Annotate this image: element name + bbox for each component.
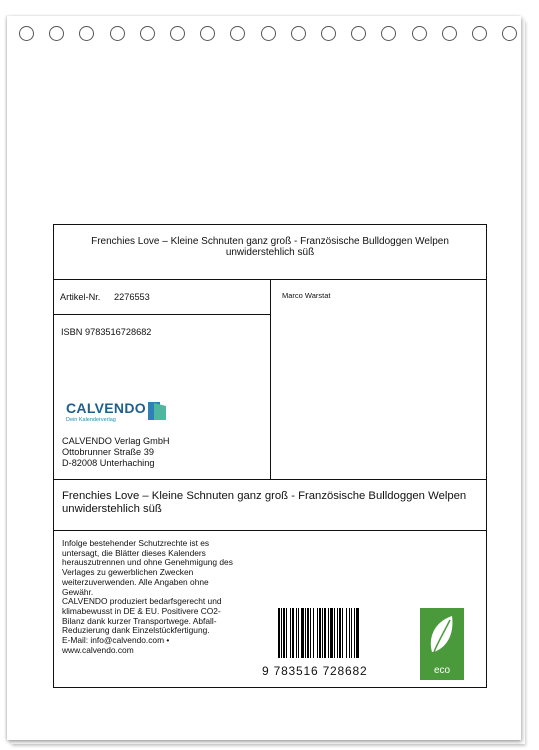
binding-ring	[110, 26, 125, 41]
barcode-bar	[281, 608, 282, 658]
legal-line: klimabewusst in DE & EU. Positivere CO2-	[62, 605, 221, 616]
publisher-street: Ottobrunner Straße 39	[62, 447, 154, 457]
legal-line: Gewähr.	[62, 586, 94, 597]
isbn: ISBN 9783516728682	[61, 327, 152, 337]
author-name: Marco Warstat	[282, 291, 331, 300]
binding-ring	[170, 26, 185, 41]
barcode-bar	[286, 608, 287, 658]
binding-ring	[230, 26, 245, 41]
barcode-bar	[298, 608, 299, 658]
barcode-bar	[301, 608, 304, 658]
barcode-digits: 9 783516 728682	[262, 664, 368, 678]
legal-line: www.calvendo.com	[62, 644, 134, 655]
barcode-bar	[283, 608, 285, 658]
calvendo-logo	[66, 400, 176, 426]
binding-ring	[19, 26, 34, 41]
barcode-bar	[307, 608, 309, 658]
legal-line: herauszutrennen und ohne Genehmigung des	[62, 557, 233, 568]
binding-ring	[351, 26, 366, 41]
barcode-bar	[292, 608, 294, 658]
barcode-bar	[330, 608, 333, 658]
logo-wordmark: CALVENDO	[66, 400, 146, 416]
legal-line: Bilanz dank kurzer Transportwege. Abfall-	[62, 615, 217, 626]
leaf-icon	[420, 608, 464, 664]
barcode-bar	[354, 608, 355, 658]
binding-ring	[200, 26, 215, 41]
author-box	[270, 279, 487, 480]
binding-ring	[381, 26, 396, 41]
barcode-bar	[328, 608, 329, 658]
barcode-bar	[310, 608, 311, 658]
binding-ring	[321, 26, 336, 41]
barcode-bar	[356, 608, 359, 658]
barcode-bar	[305, 608, 306, 658]
legal-line: weiterzuverwenden. Alle Angaben ohne	[62, 576, 209, 587]
barcode-bar	[324, 608, 326, 658]
publisher-name: CALVENDO Verlag GmbH	[62, 436, 170, 446]
calendar-title-top: Frenchies Love – Kleine Schnuten ganz groß - Französische Bulldoggen Welpen unwiderstehlich süß	[91, 236, 449, 258]
calendar-page-icon	[146, 400, 168, 422]
binding-ring	[261, 26, 276, 41]
binding-ring	[291, 26, 306, 41]
legal-text	[62, 539, 272, 655]
barcode-bar	[296, 608, 297, 658]
binding-ring	[472, 26, 487, 41]
barcode	[277, 608, 387, 658]
binding-ring	[49, 26, 64, 41]
barcode-bar	[351, 608, 352, 658]
article-label: Artikel-Nr.	[60, 292, 101, 302]
barcode-bar	[346, 608, 347, 658]
legal-line: Infolge bestehender Schutzrechte ist es	[62, 538, 210, 548]
barcode-bar	[290, 608, 291, 658]
barcode-bar	[317, 608, 318, 658]
legal-line: Verlages zu gewerblichen Zwecken	[62, 567, 194, 578]
barcode-bar	[322, 608, 323, 658]
binding-ring	[140, 26, 155, 41]
binding-ring	[442, 26, 457, 41]
binding-ring	[502, 26, 517, 41]
eco-badge	[420, 608, 464, 680]
publisher-city: D-82008 Unterhaching	[62, 458, 155, 468]
barcode-bar	[337, 608, 338, 658]
binding-ring	[412, 26, 427, 41]
legal-line: untersagt, die Blätter dieses Kalenders	[62, 547, 206, 558]
barcode-bar	[313, 608, 314, 658]
calendar-title-bottom: Frenchies Love – Kleine Schnuten ganz groß - Französische Bulldoggen Welpen unwiderstehlich süß	[62, 490, 467, 515]
barcode-bar	[339, 608, 341, 658]
legal-line: CALVENDO produziert bedarfsgerecht und	[62, 596, 222, 607]
legal-line: Reduzierung dank Einzelstückfertigung.	[62, 625, 210, 636]
binding-rings	[0, 26, 539, 44]
binding-ring	[79, 26, 94, 41]
barcode-bar	[342, 608, 343, 658]
logo-tagline: Dein Kalenderverlag	[66, 417, 116, 423]
barcode-bar	[334, 608, 335, 658]
legal-line: E-Mail: info@calvendo.com •	[62, 635, 170, 646]
eco-label: eco	[433, 665, 451, 676]
barcode-bar	[349, 608, 350, 658]
article-number: 2276553	[114, 292, 150, 302]
barcode-bar	[278, 608, 280, 658]
barcode-bar	[319, 608, 321, 658]
